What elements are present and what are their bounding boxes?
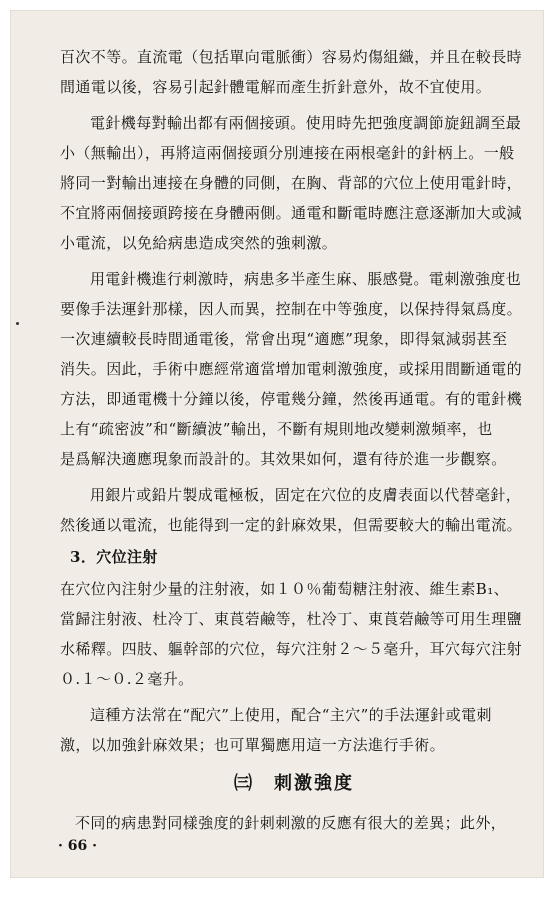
text-line: 不宜將兩個接頭跨接在身體兩側。通電和斷電時應注意逐漸加大或減 [60,204,523,222]
paragraph-individual-differences [60,808,528,838]
text-line: 將同一對輸出連接在身體的同側，在胸、背部的穴位上使用電針時， [60,174,523,192]
text-line: 是爲解決適應現象而設計的。其效果如何，還有待於進一步觀察。 [60,450,507,468]
text-line: 電針機每對輸出都有兩個接頭。使用時先把強度調節旋鈕調至最 [90,114,522,132]
text-line: 水稀釋。四肢、軀幹部的穴位，每穴注射２～５毫升，耳穴每穴注射 [60,640,523,658]
book-page [10,10,544,878]
text-line: ０.１～０.２毫升。 [60,670,194,688]
scan-speck [16,322,19,325]
section-heading-stimulation-intensity: ㈢ 刺激強度 [234,773,354,794]
paragraph-stimulation-adaptation [60,264,528,474]
text-line: 激，以加強針麻效果；也可單獨應用這一方法進行手術。 [60,736,446,754]
text-line: 方法，即通電機十分鐘以後，停電幾分鐘，然後再通電。有的電針機 [60,390,523,408]
paragraph-injection-method [60,574,528,694]
paragraph-direct-current [60,42,528,102]
text-line: 小電流，以免給病患造成突然的強刺激。 [60,234,338,252]
page-body [60,42,528,838]
subheading-acupoint-injection: 3．穴位注射 [70,548,158,566]
paragraph-electrode-connection [60,108,528,258]
text-line: 一次連續較長時間通電後，常會出現“適應”現象，即得氣減弱甚至 [60,330,508,348]
text-line: 消失。因此，手術中應經常適當增加電刺激強度，或採用間斷通電的 [60,360,523,378]
text-line: 上有“疏密波”和“斷續波”輸出，不斷有規則地改變刺激頻率，也 [60,420,493,438]
text-line: 要像手法運針那樣，因人而異，控制在中等強度，以保持得氣爲度。 [60,300,523,318]
text-line: 小（無輸出），再將這兩個接頭分別連接在兩根毫針的針柄上。一般 [60,144,515,162]
paragraph-injection-usage [60,700,528,760]
paragraph-electrode-plate [60,480,528,540]
text-line: 百次不等。直流電（包括單向電脈衝）容易灼傷組織，并且在較長時 [60,48,523,66]
text-line: 在穴位內注射少量的注射液，如１０％葡萄糖注射液、維生素B₁、 [60,580,510,598]
text-line: 不同的病患對同樣強度的針刺刺激的反應有很大的差異；此外， [75,814,507,832]
text-line: 間通電以後，容易引起針體電解而產生折針意外，故不宜使用。 [60,78,492,96]
text-line: 當歸注射液、杜冷丁、東莨菪鹼等，杜冷丁、東莨菪鹼等可用生理鹽 [60,610,523,628]
text-line: 這種方法常在“配穴”上使用，配合“主穴”的手法運針或電刺 [90,706,492,724]
text-line: 用電針機進行刺激時，病患多半產生麻、脹感覺。電刺激強度也 [90,270,522,288]
text-line: 用銀片或鉛片製成電極板，固定在穴位的皮膚表面以代替毫針， [90,486,522,504]
text-line: 然後通以電流，也能得到一定的針麻效果，但需要較大的輸出電流。 [60,516,523,534]
page-number: · 66 · [58,838,97,854]
